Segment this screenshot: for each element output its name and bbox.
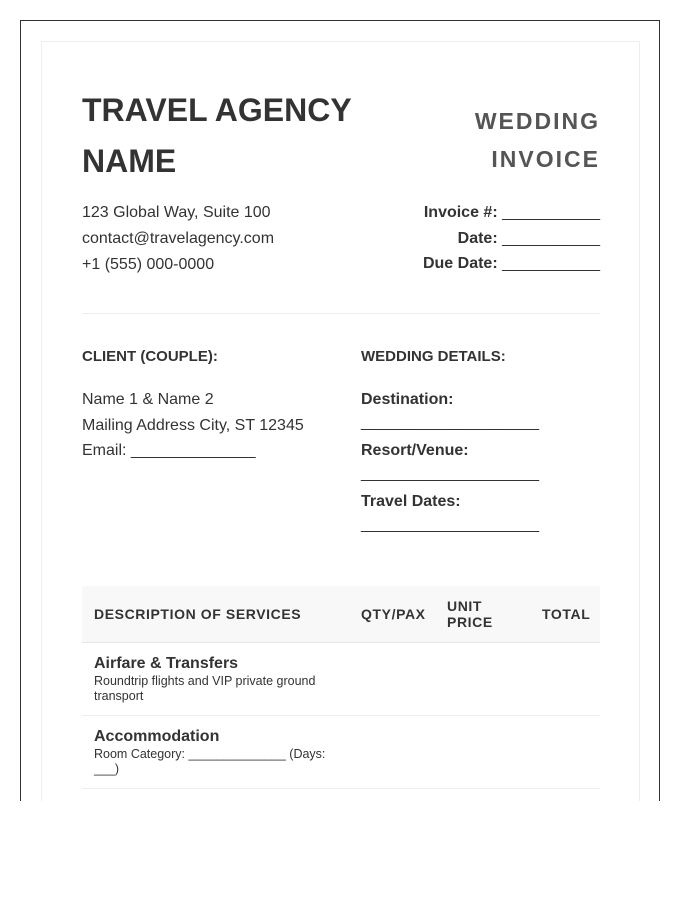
client-info bbox=[82, 387, 352, 464]
invoice-number-blank: ___________ bbox=[502, 204, 600, 221]
client-address: Mailing Address City, ST 12345 bbox=[82, 416, 304, 434]
client-email: Email: ______________ bbox=[82, 442, 256, 459]
service-description: Room Category: ______________ (Days: ___) bbox=[94, 747, 326, 776]
invoice-meta bbox=[380, 200, 600, 277]
due-date-label: Due Date: bbox=[422, 255, 498, 272]
invoice-title: WEDDING INVOICE bbox=[474, 108, 600, 172]
destination-field bbox=[361, 387, 601, 438]
service-title: Accommodation bbox=[94, 728, 220, 745]
invoice-date-label: Date: bbox=[457, 229, 498, 247]
agency-address: 123 Global Way, Suite 100 bbox=[82, 204, 271, 221]
travel-dates-blank: ____________________ bbox=[361, 516, 539, 533]
agency-phone: +1 (555) 000-0000 bbox=[82, 256, 215, 273]
invoice-number-label: Invoice #: bbox=[423, 204, 498, 221]
header-description: DESCRIPTION OF SERVICES bbox=[94, 606, 302, 622]
table-header bbox=[82, 586, 600, 643]
table-row bbox=[82, 643, 600, 716]
agency-contact bbox=[82, 200, 382, 278]
agency-email: contact@travelagency.com bbox=[82, 230, 275, 247]
destination-label: Destination: bbox=[361, 391, 454, 408]
travel-dates-label: Travel Dates: bbox=[361, 493, 461, 510]
venue-field bbox=[361, 438, 601, 489]
agency-name: TRAVEL AGENCY NAME bbox=[82, 92, 352, 179]
header-total: TOTAL bbox=[542, 606, 591, 622]
venue-blank: ____________________ bbox=[361, 465, 539, 482]
section-divider bbox=[82, 313, 600, 314]
due-date-blank: ___________ bbox=[502, 255, 600, 272]
wedding-details bbox=[361, 387, 601, 540]
destination-blank: ____________________ bbox=[361, 414, 539, 431]
services-table bbox=[82, 586, 600, 789]
client-names: Name 1 & Name 2 bbox=[82, 391, 214, 408]
wedding-details-heading: WEDDING DETAILS: bbox=[361, 348, 506, 365]
client-heading: CLIENT (COUPLE): bbox=[82, 348, 218, 365]
header-qty: QTY/PAX bbox=[361, 606, 426, 622]
invoice-date-blank: ___________ bbox=[502, 229, 600, 247]
service-title: Airfare & Transfers bbox=[94, 655, 239, 672]
table-row bbox=[82, 716, 600, 789]
invoice-number-row bbox=[380, 200, 600, 226]
travel-dates-field bbox=[361, 489, 601, 540]
due-date-row bbox=[380, 251, 600, 277]
service-description: Roundtrip flights and VIP private ground transport bbox=[94, 674, 316, 703]
venue-label: Resort/Venue: bbox=[361, 442, 469, 459]
invoice-date-row bbox=[380, 226, 600, 252]
header-unit-price: UNIT PRICE bbox=[447, 598, 493, 630]
